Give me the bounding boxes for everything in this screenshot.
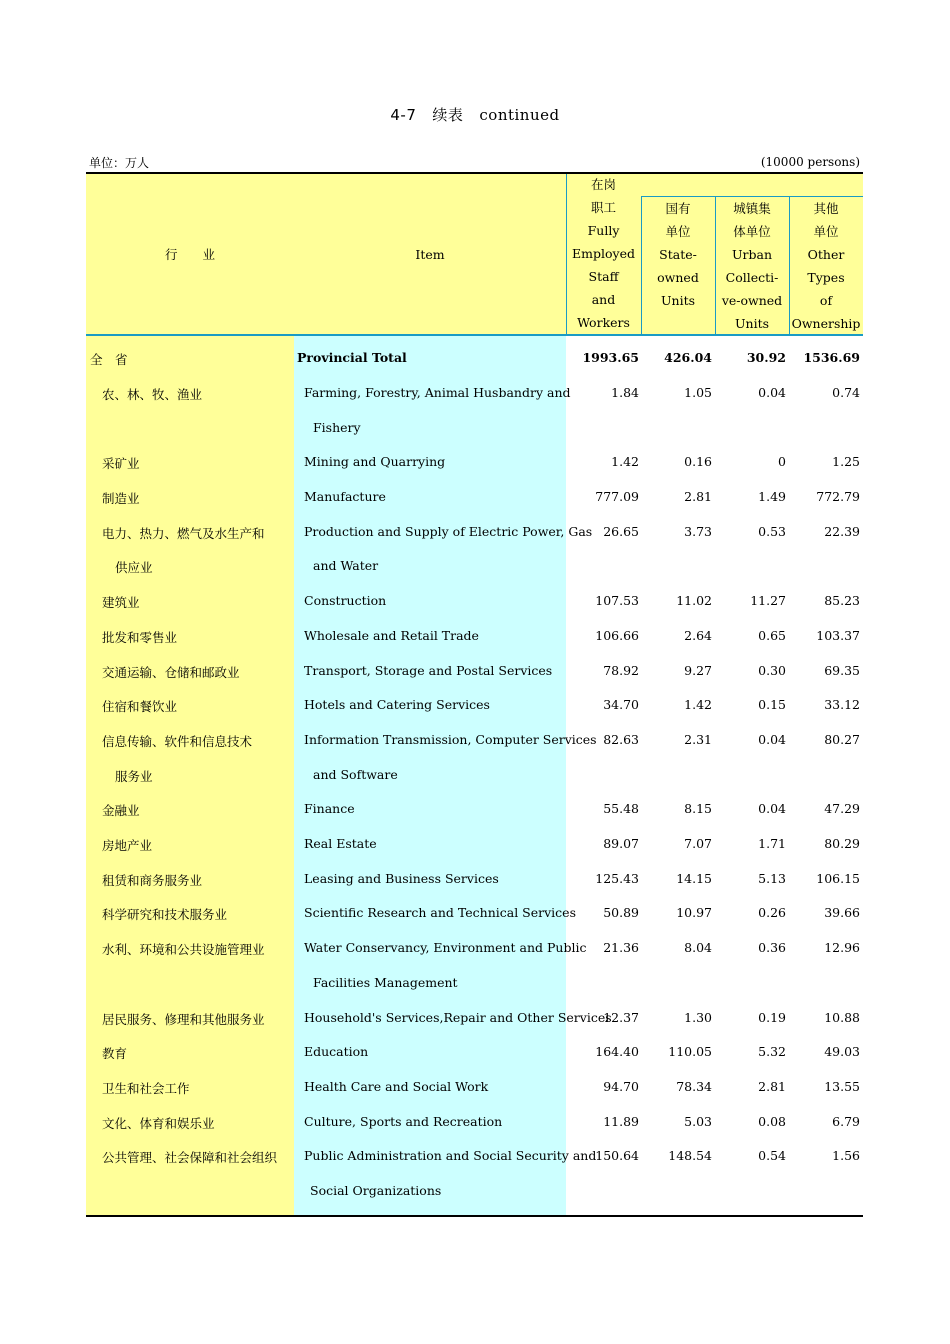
title-zh: 续表 [432, 106, 464, 124]
value-state: 426.04 [664, 350, 712, 365]
value-state: 5.03 [684, 1114, 712, 1129]
table-title [0, 104, 950, 125]
row-label-zh: 制造业 [102, 491, 140, 506]
table-row [86, 827, 863, 862]
value-state: 11.02 [676, 593, 712, 608]
value-collective: 5.32 [758, 1044, 786, 1059]
value-collective: 0.04 [758, 732, 786, 747]
row-label-zh: 房地产业 [102, 838, 153, 853]
table-row [86, 376, 863, 411]
value-other: 69.35 [824, 663, 860, 678]
table-row [86, 584, 863, 619]
value-total: 94.70 [603, 1079, 639, 1094]
row-label-en: Culture, Sports and Recreation [304, 1114, 503, 1129]
row-label-en: Real Estate [304, 836, 377, 851]
row-label-zh: 住宿和餐饮业 [102, 699, 178, 714]
row-label-en: Facilities Management [313, 975, 458, 990]
value-state: 3.73 [684, 524, 712, 539]
value-other: 47.29 [824, 801, 860, 816]
table-row-continuation [86, 966, 863, 1001]
row-label-zh: 租赁和商务服务业 [102, 873, 203, 888]
table-row [86, 1070, 863, 1105]
table-row-provincial-total [86, 341, 863, 376]
table-row-continuation [86, 758, 863, 793]
row-label-en: Provincial Total [297, 350, 407, 365]
value-collective: 0.53 [758, 524, 786, 539]
table-row [86, 896, 863, 931]
value-total: 26.65 [603, 524, 639, 539]
value-collective: 0.36 [758, 940, 786, 955]
row-label-en: Manufacture [304, 489, 386, 504]
value-collective: 1.71 [758, 836, 786, 851]
value-other: 85.23 [824, 593, 860, 608]
table-row [86, 1035, 863, 1070]
value-other: 6.79 [832, 1114, 860, 1129]
row-label-en: Mining and Quarrying [304, 454, 446, 469]
row-label-zh: 教育 [102, 1046, 128, 1061]
value-state: 1.30 [684, 1010, 712, 1025]
row-label-zh: 水利、环境和公共设施管理业 [102, 942, 265, 957]
value-state: 10.97 [676, 905, 712, 920]
value-total: 150.64 [595, 1148, 639, 1163]
row-label-en: Social Organizations [310, 1183, 442, 1198]
unit-label-en: (10000 persons) [760, 155, 860, 169]
row-label-zh: 居民服务、修理和其他服务业 [102, 1012, 265, 1027]
value-collective: 5.13 [758, 871, 786, 886]
value-total: 106.66 [595, 628, 639, 643]
row-label-en: Public Administration and Social Security and [304, 1148, 597, 1163]
table-row [86, 654, 863, 689]
row-label-en: Health Care and Social Work [304, 1079, 489, 1094]
value-state: 1.42 [684, 697, 712, 712]
value-collective: 0 [778, 454, 786, 469]
value-state: 2.64 [684, 628, 712, 643]
value-state: 14.15 [676, 871, 712, 886]
table-bottom-rule [86, 1215, 863, 1217]
value-collective: 0.04 [758, 801, 786, 816]
header-other-ownership: 其他 单位 Other Types of Ownership [791, 201, 861, 331]
value-other: 1.56 [832, 1148, 860, 1163]
row-label-zh: 全 省 [90, 352, 128, 367]
value-collective: 0.08 [758, 1114, 786, 1129]
value-other: 33.12 [824, 697, 860, 712]
value-total: 11.89 [603, 1114, 639, 1129]
row-label-zh: 卫生和社会工作 [102, 1081, 190, 1096]
row-label-en: Farming, Forestry, Animal Husbandry and [304, 385, 571, 400]
value-total: 21.36 [603, 940, 639, 955]
value-total: 12.37 [603, 1010, 639, 1025]
table-top-rule [86, 172, 863, 174]
value-other: 12.96 [824, 940, 860, 955]
table-row [86, 723, 863, 758]
row-label-zh: 建筑业 [102, 595, 140, 610]
value-state: 2.81 [684, 489, 712, 504]
value-state: 7.07 [684, 836, 712, 851]
row-label-en: Household's Services,Repair and Other Services [304, 1010, 612, 1025]
row-label-en: Information Transmission, Computer Services [304, 732, 597, 747]
row-label-zh: 农、林、牧、渔业 [102, 387, 203, 402]
row-label-en: Leasing and Business Services [304, 871, 499, 886]
value-total: 107.53 [595, 593, 639, 608]
value-collective: 0.04 [758, 385, 786, 400]
value-state: 9.27 [684, 663, 712, 678]
row-label-en: Wholesale and Retail Trade [304, 628, 479, 643]
row-label-zh: 批发和零售业 [102, 630, 178, 645]
unit-label-zh: 单位：万人 [89, 156, 150, 170]
row-label-en: Fishery [313, 420, 361, 435]
value-other: 0.74 [832, 385, 860, 400]
table-row [86, 445, 863, 480]
value-other: 10.88 [824, 1010, 860, 1025]
value-collective: 2.81 [758, 1079, 786, 1094]
table-row [86, 1001, 863, 1036]
row-label-en: Construction [304, 593, 387, 608]
row-label-zh: 金融业 [102, 803, 140, 818]
row-label-zh: 供应业 [115, 560, 153, 575]
value-other: 13.55 [824, 1079, 860, 1094]
value-collective: 30.92 [746, 350, 786, 365]
value-total: 1.42 [611, 454, 639, 469]
value-state: 78.34 [676, 1079, 712, 1094]
table-row [86, 862, 863, 897]
value-collective: 0.54 [758, 1148, 786, 1163]
table-row [86, 1139, 863, 1174]
table-row-continuation [86, 1174, 863, 1209]
value-collective: 0.30 [758, 663, 786, 678]
table-code: 4-7 [390, 106, 417, 124]
row-label-en: Transport, Storage and Postal Services [304, 663, 553, 678]
value-collective: 1.49 [758, 489, 786, 504]
row-label-en: Scientific Research and Technical Services [304, 905, 576, 920]
value-other: 1536.69 [803, 350, 860, 365]
value-state: 2.31 [684, 732, 712, 747]
value-collective: 0.26 [758, 905, 786, 920]
row-label-zh: 公共管理、社会保障和社会组织 [102, 1150, 278, 1165]
value-total: 1.84 [611, 385, 639, 400]
value-total: 1993.65 [582, 350, 639, 365]
row-label-zh: 服务业 [115, 769, 153, 784]
value-total: 777.09 [595, 489, 639, 504]
value-state: 110.05 [668, 1044, 712, 1059]
value-total: 125.43 [595, 871, 639, 886]
value-state: 8.15 [684, 801, 712, 816]
row-label-en: and Software [313, 767, 398, 782]
value-state: 8.04 [684, 940, 712, 955]
value-collective: 11.27 [750, 593, 786, 608]
table-row [86, 792, 863, 827]
value-other: 103.37 [816, 628, 860, 643]
value-total: 34.70 [603, 697, 639, 712]
value-collective: 0.15 [758, 697, 786, 712]
value-total: 50.89 [603, 905, 639, 920]
value-other: 22.39 [824, 524, 860, 539]
value-total: 82.63 [603, 732, 639, 747]
row-label-zh: 电力、热力、燃气及水生产和 [102, 526, 265, 541]
row-label-en: Finance [304, 801, 355, 816]
table-row [86, 480, 863, 515]
table-row [86, 1105, 863, 1140]
header-industry-zh: 行 业 [164, 247, 215, 262]
header-state-owned: 国有 单位 State- owned Units [657, 201, 699, 308]
header-total-employed: 在岗 职工 Fully Employed Staff and Workers [572, 177, 635, 330]
header-urban-collective: 城镇集 体单位 Urban Collecti- ve-owned Units [721, 201, 783, 331]
value-other: 772.79 [816, 489, 860, 504]
table-row [86, 619, 863, 654]
value-other: 49.03 [824, 1044, 860, 1059]
table-row [86, 515, 863, 550]
header-item-en: Item [415, 247, 445, 262]
row-label-en: Hotels and Catering Services [304, 697, 490, 712]
row-label-zh: 文化、体育和娱乐业 [102, 1116, 215, 1131]
value-other: 1.25 [832, 454, 860, 469]
table-row [86, 931, 863, 966]
value-other: 80.27 [824, 732, 860, 747]
value-collective: 0.65 [758, 628, 786, 643]
value-total: 164.40 [595, 1044, 639, 1059]
row-label-en: and Water [313, 558, 379, 573]
row-label-en: Water Conservancy, Environment and Public [304, 940, 587, 955]
value-total: 78.92 [603, 663, 639, 678]
value-state: 148.54 [668, 1148, 712, 1163]
value-other: 106.15 [816, 871, 860, 886]
value-state: 0.16 [684, 454, 712, 469]
value-total: 55.48 [603, 801, 639, 816]
row-label-en: Production and Supply of Electric Power, Gas [304, 524, 593, 539]
row-label-zh: 采矿业 [102, 456, 140, 471]
value-state: 1.05 [684, 385, 712, 400]
row-label-zh: 信息传输、软件和信息技术 [102, 734, 253, 749]
value-other: 80.29 [824, 836, 860, 851]
value-collective: 0.19 [758, 1010, 786, 1025]
row-label-zh: 科学研究和技术服务业 [102, 907, 228, 922]
value-total: 89.07 [603, 836, 639, 851]
row-label-zh: 交通运输、仓储和邮政业 [102, 665, 240, 680]
value-other: 39.66 [824, 905, 860, 920]
table-row [86, 688, 863, 723]
row-label-en: Education [304, 1044, 369, 1059]
table-row-continuation [86, 549, 863, 584]
table-row-continuation [86, 411, 863, 446]
title-en: continued [479, 106, 560, 124]
